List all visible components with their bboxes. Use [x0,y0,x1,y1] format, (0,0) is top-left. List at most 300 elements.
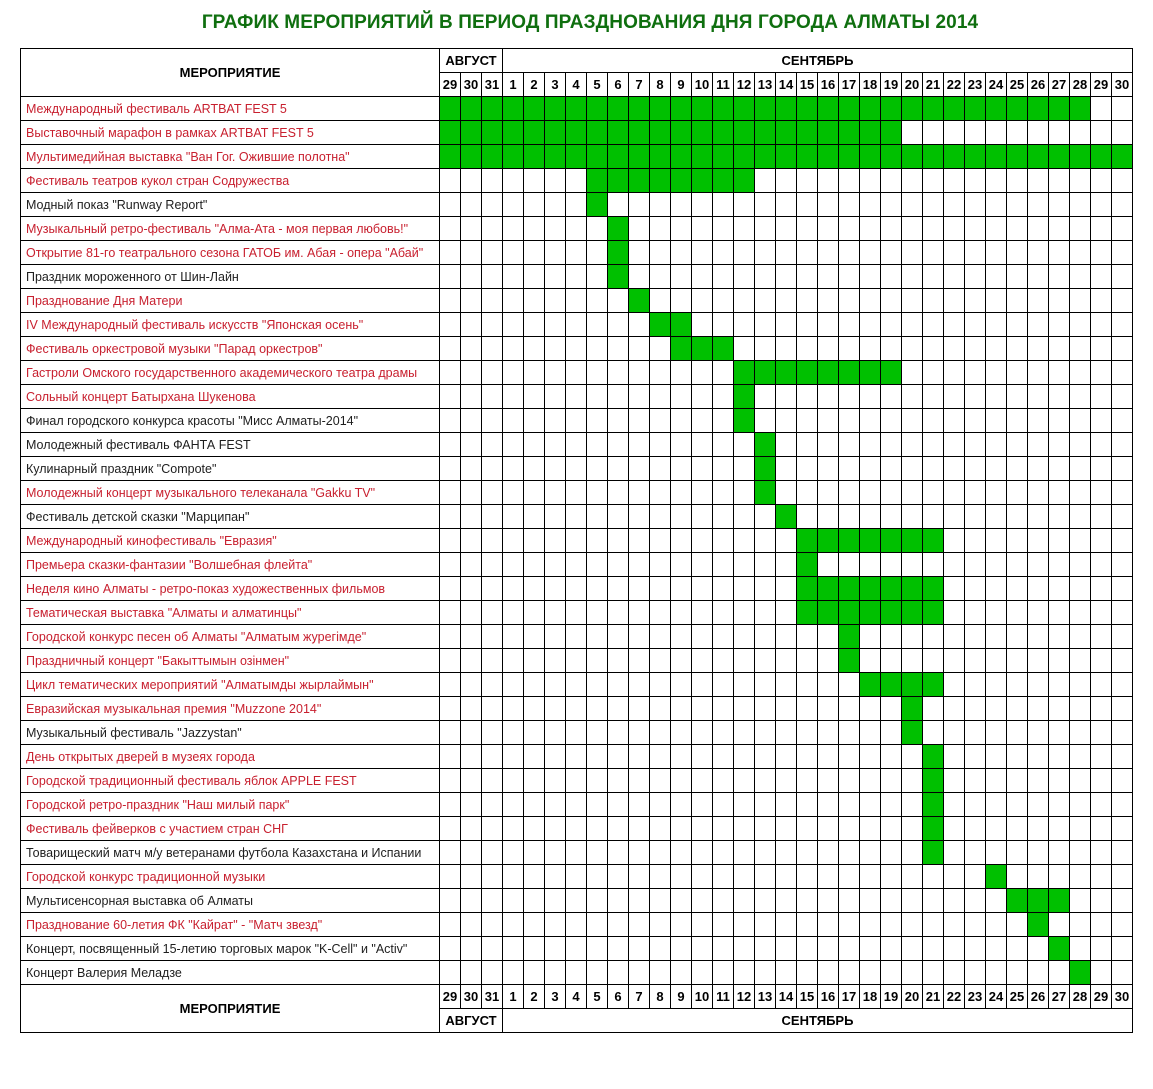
schedule-cell [1007,481,1028,505]
schedule-cell [755,337,776,361]
schedule-cell [881,385,902,409]
schedule-cell [776,817,797,841]
schedule-cell [608,481,629,505]
schedule-cell [839,913,860,937]
schedule-cell [797,649,818,673]
schedule-cell [713,865,734,889]
schedule-cell [650,553,671,577]
schedule-cell [566,913,587,937]
schedule-cell-active [902,529,923,553]
schedule-cell [629,505,650,529]
schedule-cell [629,577,650,601]
schedule-cell [713,265,734,289]
day-header: 3 [545,985,566,1009]
schedule-cell-active [902,697,923,721]
schedule-cell [986,601,1007,625]
schedule-cell [1049,385,1070,409]
day-header: 29 [440,73,461,97]
schedule-cell-active [524,145,545,169]
schedule-cell [776,289,797,313]
schedule-cell [1070,865,1091,889]
schedule-cell [524,457,545,481]
schedule-cell [860,265,881,289]
schedule-cell [713,745,734,769]
schedule-cell [881,289,902,313]
day-header: 1 [503,985,524,1009]
schedule-cell [1091,769,1112,793]
schedule-cell [524,793,545,817]
schedule-cell [818,673,839,697]
schedule-cell [965,577,986,601]
schedule-cell [818,913,839,937]
schedule-cell-active [608,265,629,289]
schedule-cell [797,697,818,721]
schedule-cell [587,505,608,529]
schedule-cell [776,169,797,193]
event-name: Фестиваль театров кукол стран Содружества [21,169,440,193]
schedule-cell [461,721,482,745]
schedule-cell [629,217,650,241]
schedule-cell [1028,385,1049,409]
schedule-cell-active [944,145,965,169]
schedule-cell [1091,793,1112,817]
schedule-cell [1049,361,1070,385]
day-header: 20 [902,985,923,1009]
schedule-cell [482,433,503,457]
schedule-cell [503,457,524,481]
schedule-cell-active [650,169,671,193]
schedule-cell [440,265,461,289]
schedule-cell [1091,577,1112,601]
schedule-cell [461,913,482,937]
schedule-cell [503,169,524,193]
day-header: 27 [1049,73,1070,97]
schedule-cell [482,865,503,889]
schedule-cell [965,289,986,313]
schedule-cell [734,697,755,721]
schedule-cell [986,169,1007,193]
event-name: Цикл тематических мероприятий "Алматымды жырлаймын" [21,673,440,697]
schedule-cell [629,913,650,937]
schedule-cell [482,649,503,673]
schedule-cell [1028,649,1049,673]
schedule-cell [545,649,566,673]
schedule-cell [671,481,692,505]
schedule-cell [1028,337,1049,361]
day-header: 9 [671,985,692,1009]
schedule-cell [818,769,839,793]
schedule-cell [1049,409,1070,433]
schedule-cell [671,385,692,409]
event-row [21,577,1133,601]
schedule-cell [734,721,755,745]
schedule-cell [587,889,608,913]
schedule-cell [461,433,482,457]
schedule-cell [755,169,776,193]
schedule-cell [1007,313,1028,337]
schedule-cell [923,265,944,289]
schedule-cell [608,625,629,649]
schedule-cell [692,889,713,913]
schedule-cell [797,817,818,841]
schedule-cell [881,721,902,745]
schedule-cell [881,913,902,937]
schedule-cell [524,697,545,721]
schedule-cell [755,601,776,625]
schedule-cell [650,505,671,529]
schedule-cell [545,169,566,193]
schedule-cell [923,121,944,145]
schedule-cell-active [986,145,1007,169]
schedule-cell [692,409,713,433]
day-header: 6 [608,73,629,97]
schedule-cell [1007,289,1028,313]
event-name: Празднование 60-летия ФК "Кайрат" - "Матч звезд" [21,913,440,937]
schedule-cell [461,673,482,697]
schedule-cell-active [797,97,818,121]
schedule-cell [797,337,818,361]
schedule-cell [818,217,839,241]
schedule-cell [545,865,566,889]
schedule-cell [818,889,839,913]
schedule-cell [755,625,776,649]
schedule-cell [713,937,734,961]
schedule-cell [587,913,608,937]
schedule-cell [797,433,818,457]
schedule-cell [587,241,608,265]
schedule-cell-active [860,673,881,697]
schedule-cell [587,961,608,985]
schedule-cell [839,817,860,841]
schedule-cell [566,313,587,337]
schedule-cell [650,961,671,985]
schedule-cell [923,625,944,649]
day-header: 16 [818,73,839,97]
schedule-cell-active [461,121,482,145]
day-header: 21 [923,73,944,97]
schedule-cell-active [650,313,671,337]
schedule-cell [461,889,482,913]
schedule-cell [692,913,713,937]
schedule-cell [965,217,986,241]
schedule-cell-active [461,145,482,169]
schedule-cell [797,193,818,217]
schedule-cell [1112,889,1133,913]
schedule-cell [692,385,713,409]
schedule-cell [650,841,671,865]
schedule-cell [545,409,566,433]
schedule-cell [902,457,923,481]
event-row [21,289,1133,313]
schedule-cell [881,625,902,649]
schedule-cell [671,505,692,529]
schedule-cell [902,385,923,409]
schedule-cell [818,505,839,529]
schedule-cell [1007,433,1028,457]
schedule-cell [881,217,902,241]
schedule-cell [734,745,755,769]
schedule-cell [965,385,986,409]
schedule-cell [713,817,734,841]
schedule-cell [1028,961,1049,985]
schedule-cell [818,169,839,193]
schedule-cell [461,745,482,769]
schedule-cell-active [503,145,524,169]
schedule-cell [440,721,461,745]
schedule-cell [1091,697,1112,721]
schedule-cell [713,649,734,673]
schedule-cell-active [755,481,776,505]
schedule-cell [1112,385,1133,409]
schedule-cell [944,817,965,841]
schedule-cell [965,841,986,865]
schedule-cell [986,121,1007,145]
schedule-cell [944,937,965,961]
schedule-cell [923,505,944,529]
schedule-cell [734,649,755,673]
schedule-cell [503,193,524,217]
schedule-cell [1112,505,1133,529]
event-row [21,433,1133,457]
schedule-cell [692,265,713,289]
schedule-cell [944,673,965,697]
schedule-cell [713,409,734,433]
schedule-cell [734,337,755,361]
schedule-cell-active [713,97,734,121]
schedule-cell [944,385,965,409]
schedule-cell [566,721,587,745]
schedule-cell [881,937,902,961]
event-name: Тематическая выставка "Алматы и алматинцы" [21,601,440,625]
schedule-cell [692,217,713,241]
schedule-cell [629,265,650,289]
event-row [21,721,1133,745]
schedule-cell [566,241,587,265]
schedule-cell [524,265,545,289]
schedule-cell-active [944,97,965,121]
day-header: 18 [860,985,881,1009]
schedule-cell [776,769,797,793]
schedule-cell [986,385,1007,409]
schedule-cell [524,841,545,865]
schedule-cell [923,361,944,385]
event-name: День открытых дверей в музеях города [21,745,440,769]
schedule-cell [650,889,671,913]
day-header: 31 [482,985,503,1009]
schedule-cell [1007,649,1028,673]
schedule-cell [692,697,713,721]
schedule-cell [650,697,671,721]
schedule-cell [503,409,524,433]
schedule-cell [545,529,566,553]
schedule-cell [692,961,713,985]
schedule-cell [1028,169,1049,193]
schedule-cell-active [524,121,545,145]
schedule-cell [776,481,797,505]
schedule-cell [545,361,566,385]
schedule-cell [650,529,671,553]
schedule-cell [524,601,545,625]
schedule-cell [440,889,461,913]
schedule-cell-active [923,817,944,841]
schedule-cell [902,505,923,529]
schedule-cell [986,889,1007,913]
schedule-cell [503,625,524,649]
schedule-cell [587,361,608,385]
schedule-cell [734,865,755,889]
schedule-cell [902,817,923,841]
day-header: 30 [461,73,482,97]
month-header: СЕНТЯБРЬ [503,1009,1133,1033]
schedule-cell [944,313,965,337]
schedule-cell [944,841,965,865]
schedule-cell [797,409,818,433]
schedule-cell [1028,577,1049,601]
event-name: Модный показ "Runway Report" [21,193,440,217]
event-row [21,769,1133,793]
schedule-cell [1007,529,1028,553]
day-header: 11 [713,985,734,1009]
day-header: 25 [1007,985,1028,1009]
schedule-cell [965,697,986,721]
schedule-cell [692,577,713,601]
schedule-cell [860,769,881,793]
schedule-cell-active [902,673,923,697]
schedule-cell [755,961,776,985]
schedule-cell [482,937,503,961]
schedule-cell-active [524,97,545,121]
schedule-cell [1049,649,1070,673]
schedule-cell [755,217,776,241]
schedule-cell-active [923,577,944,601]
schedule-cell [503,433,524,457]
schedule-cell [986,697,1007,721]
schedule-cell [440,313,461,337]
schedule-cell [1112,913,1133,937]
schedule-cell [818,793,839,817]
schedule-cell [566,457,587,481]
schedule-cell [608,697,629,721]
schedule-cell-active [860,577,881,601]
schedule-cell [545,433,566,457]
schedule-cell [839,889,860,913]
schedule-cell [818,865,839,889]
schedule-cell [986,289,1007,313]
schedule-cell [1091,121,1112,145]
schedule-cell [860,913,881,937]
day-header: 5 [587,73,608,97]
schedule-cell-active [545,121,566,145]
schedule-cell [944,193,965,217]
schedule-cell [587,769,608,793]
schedule-cell-active [629,169,650,193]
schedule-cell [902,337,923,361]
schedule-cell [1007,817,1028,841]
schedule-cell [1007,385,1028,409]
schedule-cell [1091,265,1112,289]
schedule-cell-active [1028,913,1049,937]
schedule-cell [1049,313,1070,337]
schedule-cell [608,889,629,913]
schedule-cell [860,337,881,361]
schedule-cell-active [692,169,713,193]
schedule-cell-active [881,601,902,625]
schedule-cell [566,769,587,793]
schedule-cell [524,937,545,961]
schedule-cell [503,865,524,889]
day-header: 8 [650,73,671,97]
schedule-cell [692,361,713,385]
schedule-cell [650,601,671,625]
schedule-cell [503,553,524,577]
schedule-cell [797,169,818,193]
schedule-cell [1049,121,1070,145]
schedule-cell [755,193,776,217]
schedule-cell [1070,481,1091,505]
schedule-cell [1049,817,1070,841]
schedule-cell [1112,577,1133,601]
schedule-cell [986,217,1007,241]
event-name: Евразийская музыкальная премия "Muzzone 2014" [21,697,440,721]
schedule-cell [839,505,860,529]
schedule-cell [881,457,902,481]
schedule-cell [923,961,944,985]
schedule-cell [1112,961,1133,985]
schedule-cell [650,481,671,505]
schedule-cell [860,841,881,865]
schedule-cell [650,337,671,361]
schedule-cell [671,961,692,985]
day-header: 29 [1091,985,1112,1009]
schedule-cell [1028,481,1049,505]
event-row [21,145,1133,169]
schedule-cell [545,337,566,361]
schedule-cell [965,241,986,265]
schedule-cell [944,553,965,577]
schedule-cell [1007,337,1028,361]
event-name: Гастроли Омского государственного академического театра драмы [21,361,440,385]
schedule-cell [608,649,629,673]
schedule-cell [839,961,860,985]
schedule-cell [713,697,734,721]
schedule-cell-active [923,745,944,769]
schedule-cell [1112,793,1133,817]
schedule-cell [440,481,461,505]
schedule-cell-active [797,601,818,625]
schedule-cell [1091,745,1112,769]
schedule-cell [608,961,629,985]
schedule-cell [671,265,692,289]
schedule-cell [902,937,923,961]
schedule-cell [440,601,461,625]
schedule-cell [524,913,545,937]
schedule-cell [965,505,986,529]
schedule-cell [734,961,755,985]
schedule-cell [524,289,545,313]
schedule-cell [461,841,482,865]
schedule-cell [692,481,713,505]
header-month-row [21,49,1133,73]
schedule-cell-active [818,121,839,145]
schedule-cell [1028,745,1049,769]
schedule-cell [1049,553,1070,577]
schedule-cell [629,481,650,505]
schedule-cell-active [503,97,524,121]
schedule-cell [713,241,734,265]
schedule-cell [1070,649,1091,673]
schedule-cell [818,817,839,841]
schedule-cell [986,409,1007,433]
